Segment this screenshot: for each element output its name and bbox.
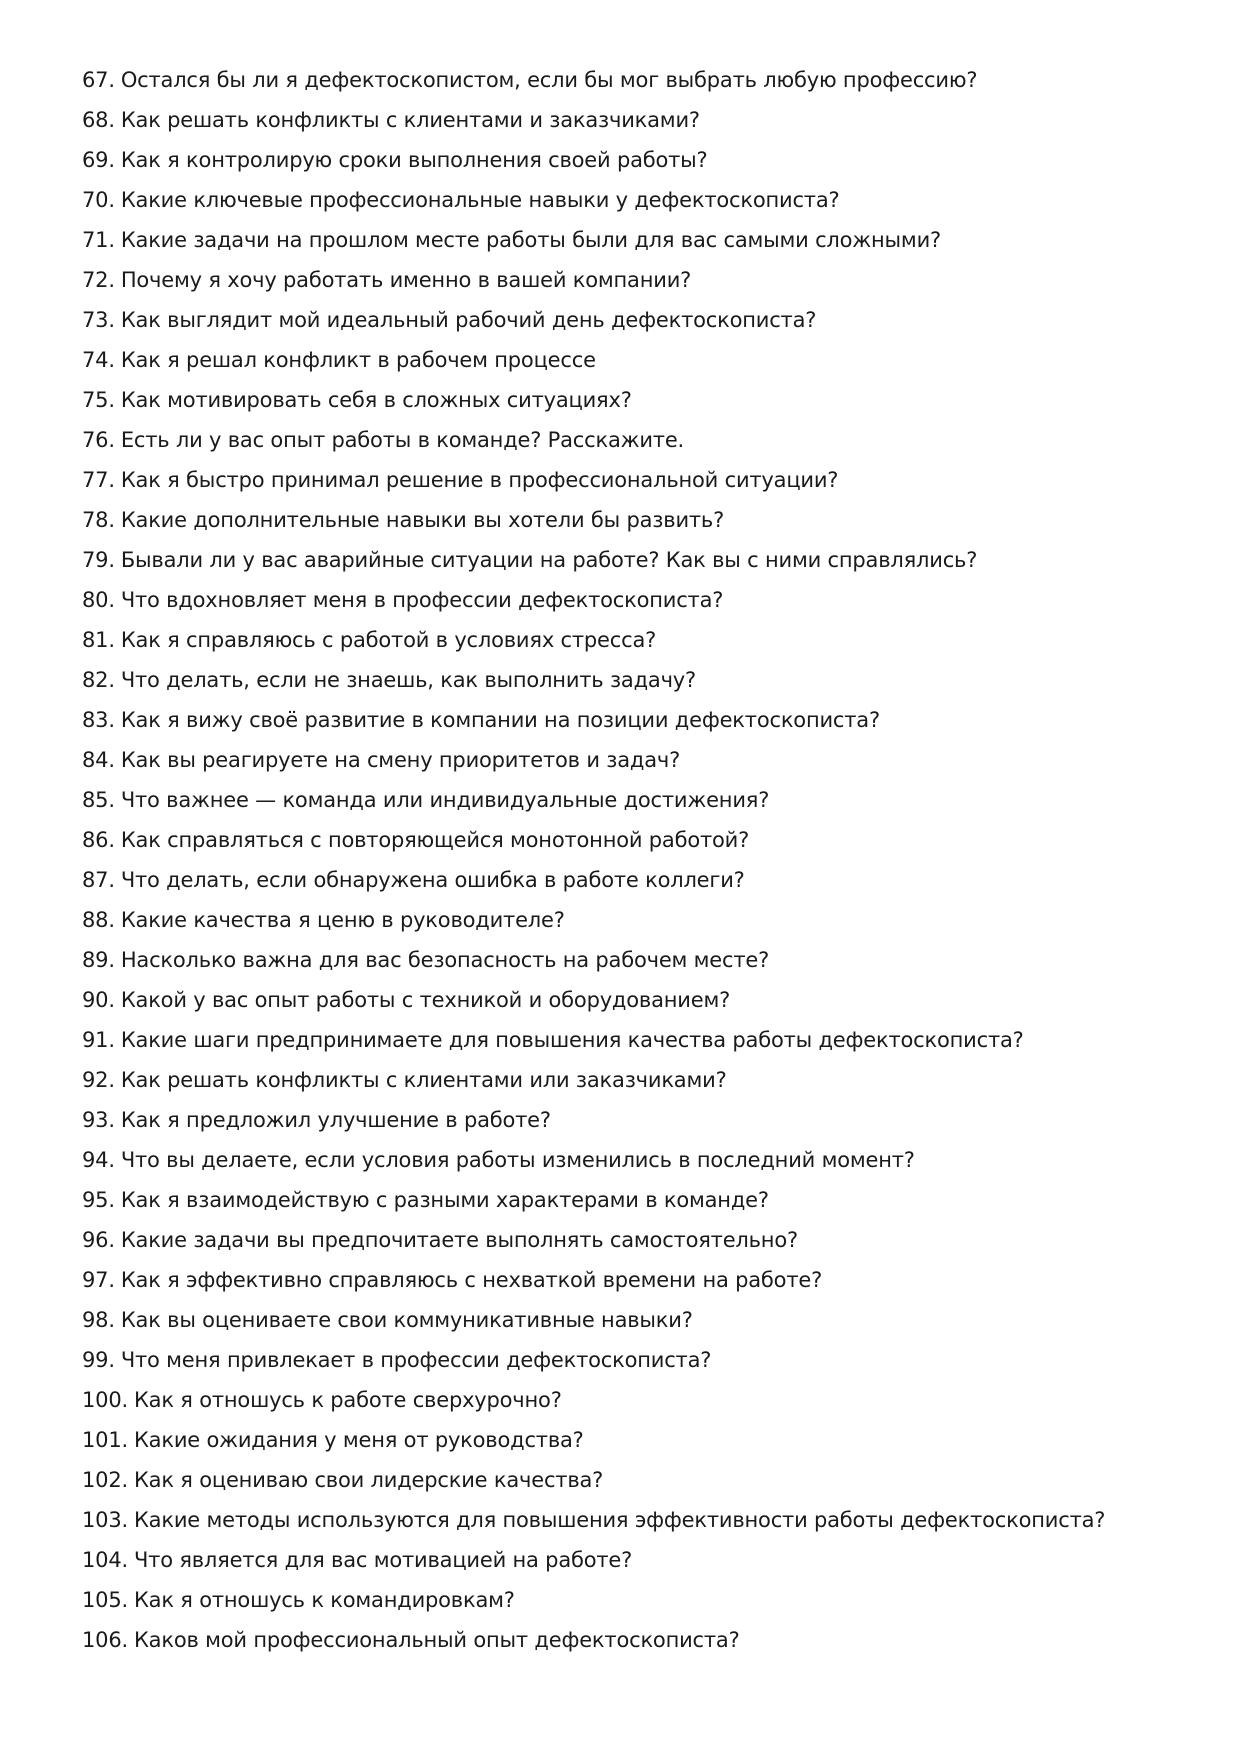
list-item [82,140,1192,180]
question-number: 89. [82,948,115,972]
list-item [82,1460,1192,1500]
question-text: Что является для вас мотивацией на работе? [133,1548,633,1572]
question-text: Как я оцениваю свои лидерские качества? [133,1468,604,1492]
question-text: Что вы делаете, если условия работы изменились в последний момент? [120,1148,915,1172]
question-number: 68. [82,108,115,132]
list-item [82,220,1192,260]
question-number: 106. [82,1628,128,1652]
question-text: Как решать конфликты с клиентами или заказчиками? [120,1068,727,1092]
question-text: Как я решал конфликт в рабочем процессе [120,348,596,372]
question-number: 81. [82,628,115,652]
list-item [82,1260,1192,1300]
list-item [82,1100,1192,1140]
question-text: Как решать конфликты с клиентами и заказчиками? [120,108,700,132]
question-number: 84. [82,748,115,772]
question-text: Насколько важна для вас безопасность на рабочем месте? [120,948,770,972]
question-number: 97. [82,1268,115,1292]
list-item [82,540,1192,580]
question-text: Как я отношусь к работе сверхурочно? [133,1388,562,1412]
question-number: 92. [82,1068,115,1092]
list-item [82,780,1192,820]
question-text: Как я эффективно справляюсь с нехваткой времени на работе? [120,1268,823,1292]
question-number: 87. [82,868,115,892]
list-item [82,1300,1192,1340]
question-text: Как вы реагируете на смену приоритетов и задач? [120,748,681,772]
list-item [82,620,1192,660]
question-text: Какие дополнительные навыки вы хотели бы развить? [120,508,725,532]
question-number: 70. [82,188,115,212]
list-item [82,340,1192,380]
list-item [82,380,1192,420]
question-text: Как я взаимодействую с разными характерами в команде? [120,1188,769,1212]
list-item [82,1220,1192,1260]
question-number: 79. [82,548,115,572]
list-item [82,1060,1192,1100]
question-number: 91. [82,1028,115,1052]
question-number: 103. [82,1508,128,1532]
list-item [82,100,1192,140]
list-item [82,980,1192,1020]
question-text: Что вдохновляет меня в профессии дефектоскописта? [120,588,724,612]
question-text: Как вы оцениваете свои коммуникативные навыки? [120,1308,693,1332]
list-item [82,1500,1192,1540]
list-item [82,1020,1192,1060]
question-number: 104. [82,1548,128,1572]
question-number: 96. [82,1228,115,1252]
question-text: Какие ключевые профессиональные навыки у дефектоскописта? [120,188,840,212]
question-number: 98. [82,1308,115,1332]
question-list [82,60,1192,1660]
question-text: Какие задачи вы предпочитаете выполнять самостоятельно? [120,1228,798,1252]
question-text: Что важнее — команда или индивидуальные достижения? [120,788,770,812]
question-number: 78. [82,508,115,532]
question-number: 69. [82,148,115,172]
list-item [82,300,1192,340]
list-item [82,700,1192,740]
question-text: Почему я хочу работать именно в вашей компании? [120,268,692,292]
list-item [82,1540,1192,1580]
question-number: 95. [82,1188,115,1212]
question-text: Как я отношусь к командировкам? [133,1588,515,1612]
question-number: 72. [82,268,115,292]
question-text: Какой у вас опыт работы с техникой и оборудованием? [120,988,731,1012]
question-number: 73. [82,308,115,332]
question-number: 76. [82,428,115,452]
list-item [82,940,1192,980]
question-text: Какие задачи на прошлом месте работы были для вас самыми сложными? [120,228,941,252]
question-text: Что меня привлекает в профессии дефектоскописта? [120,1348,712,1372]
question-number: 100. [82,1388,128,1412]
question-text: Как выглядит мой идеальный рабочий день дефектоскописта? [120,308,817,332]
question-text: Как я предложил улучшение в работе? [120,1108,551,1132]
list-item [82,1140,1192,1180]
question-text: Как я быстро принимал решение в профессиональной ситуации? [120,468,839,492]
question-text: Есть ли у вас опыт работы в команде? Расскажите. [120,428,685,452]
list-item [82,1580,1192,1620]
list-item [82,460,1192,500]
list-item [82,660,1192,700]
question-number: 101. [82,1428,128,1452]
list-item [82,420,1192,460]
question-number: 93. [82,1108,115,1132]
list-item [82,1340,1192,1380]
question-text: Как справляться с повторяющейся монотонной работой? [120,828,750,852]
question-number: 90. [82,988,115,1012]
question-number: 88. [82,908,115,932]
question-number: 80. [82,588,115,612]
question-text: Каков мой профессиональный опыт дефектоскописта? [133,1628,740,1652]
question-text: Что делать, если не знаешь, как выполнить задачу? [120,668,696,692]
question-number: 74. [82,348,115,372]
question-text: Какие ожидания у меня от руководства? [133,1428,584,1452]
question-text: Остался бы ли я дефектоскопистом, если бы мог выбрать любую профессию? [120,68,978,92]
question-number: 75. [82,388,115,412]
list-item [82,1420,1192,1460]
question-number: 67. [82,68,115,92]
list-item [82,820,1192,860]
question-number: 77. [82,468,115,492]
question-number: 82. [82,668,115,692]
list-item [82,740,1192,780]
question-number: 102. [82,1468,128,1492]
question-number: 83. [82,708,115,732]
question-text: Какие методы используются для повышения эффективности работы дефектоскописта? [133,1508,1106,1532]
question-text: Как я справляюсь с работой в условиях стресса? [120,628,657,652]
list-item [82,1380,1192,1420]
list-item [82,1620,1192,1660]
question-text: Какие шаги предпринимаете для повышения качества работы дефектоскописта? [120,1028,1024,1052]
list-item [82,1180,1192,1220]
list-item [82,260,1192,300]
list-item [82,860,1192,900]
list-item [82,180,1192,220]
list-item [82,500,1192,540]
question-number: 86. [82,828,115,852]
question-text: Как я контролирую сроки выполнения своей работы? [120,148,708,172]
question-number: 94. [82,1148,115,1172]
list-item [82,580,1192,620]
question-text: Что делать, если обнаружена ошибка в работе коллеги? [120,868,745,892]
question-text: Какие качества я ценю в руководителе? [120,908,565,932]
question-text: Как мотивировать себя в сложных ситуациях? [120,388,632,412]
question-number: 105. [82,1588,128,1612]
question-number: 99. [82,1348,115,1372]
question-number: 85. [82,788,115,812]
question-text: Бывали ли у вас аварийные ситуации на работе? Как вы с ними справлялись? [120,548,978,572]
question-text: Как я вижу своё развитие в компании на позиции дефектоскописта? [120,708,880,732]
list-item [82,60,1192,100]
list-item [82,900,1192,940]
question-number: 71. [82,228,115,252]
